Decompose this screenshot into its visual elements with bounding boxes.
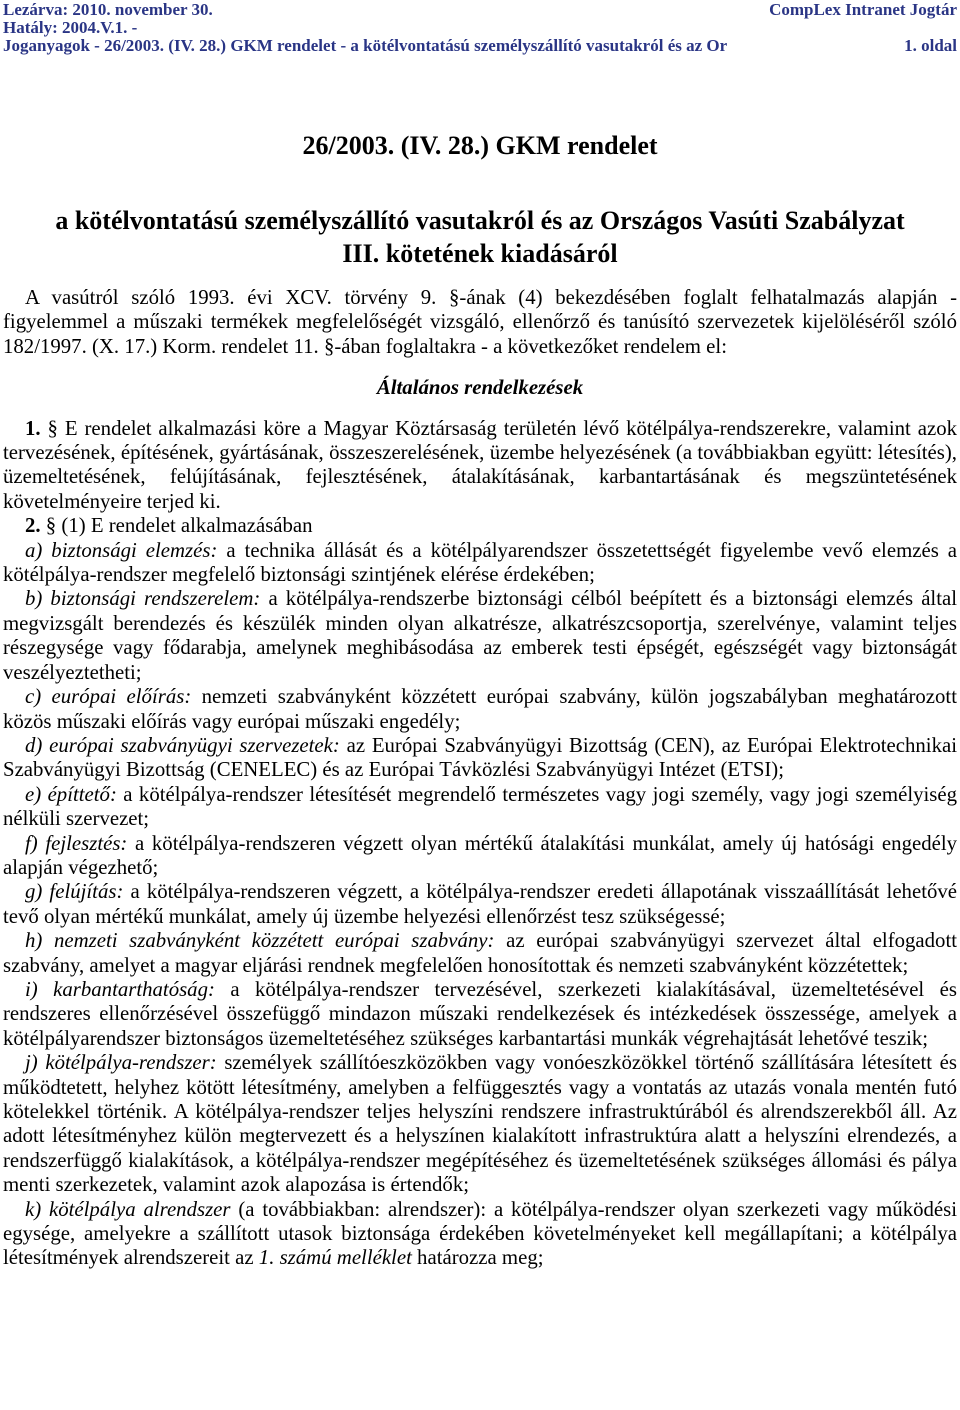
definition-term: h) nemzeti szabványként közzétett európai szabvány: (25, 929, 495, 953)
document-subject-line-1: a kötélvontatású személyszállító vasutakról és az Országos Vasúti Szabályzat (55, 206, 905, 235)
document-subject-line-2: III. kötetének kiadásáról (342, 239, 618, 268)
definition-text: az európai szabványügyi szervezet által elfogadott szabvány, amelyet a magyar eljárási rendnek megfelelően honosítottak és nemzeti szabványként közzétettek; (3, 929, 958, 977)
definition-text-end: határozza meg; (411, 1246, 544, 1270)
document-subject-title (0, 204, 960, 270)
preamble-paragraph: A vasútról szóló 1993. évi XCV. törvény 9. §-ának (4) bekezdésében foglalt felhatalmazás alapján - figyelemmel a műszaki termékek megfelelőségét vizsgáló, ellenőrző és tanúsító szervezetek kijelöléséről szóló 182/1997. (X. 17.) Korm. rendelet 11. §-ában foglaltakra - a következőket rendelem el: (3, 286, 957, 358)
section-2-text: § (1) E rendelet alkalmazásában (40, 514, 313, 538)
header-validity: Hatály: 2004.V.1. - (3, 18, 138, 37)
section-1-paragraph (3, 417, 957, 515)
definition-k (3, 1198, 957, 1271)
definition-text: (a továbbiakban: alrendszer): a kötélpálya-rendszer olyan szerkezeti vagy működési egysége, amelyekre a szállított utasok biztonsága érdekében követelményeket kell megállapítani; a kötélpálya létesítmények alrendszereit az (3, 1197, 958, 1270)
definition-term: b) biztonsági rendszerelem: (25, 587, 261, 611)
definition-d (3, 734, 957, 783)
header-line-2 (3, 18, 957, 38)
header-document-path: Joganyagok - 26/2003. (IV. 28.) GKM rendelet - a kötélvontatású személyszállító vasutakról és az Or (3, 36, 728, 55)
definition-term: a) biztonsági elemzés: (25, 538, 218, 562)
definition-g (3, 880, 957, 929)
definition-text: nemzeti szabványként közzétett európai szabvány, külön jogszabályban meghatározott közös műszaki előírás vagy európai műszaki engedély; (3, 685, 957, 733)
definition-e (3, 783, 957, 832)
document-body (3, 286, 957, 1271)
definition-b (3, 587, 957, 685)
section-title: Általános rendelkezések (376, 376, 584, 400)
definition-term: d) európai szabványügyi szervezetek: (25, 733, 340, 757)
section-2-paragraph (3, 514, 957, 538)
definition-term: c) európai előírás: (25, 685, 192, 709)
section-1-text: § E rendelet alkalmazási köre a Magyar Köztársaság területén lévő kötélpálya-rendszerekre, valamint azok tervezésének, építésének, gyártásának, összeszerelésének, üzembe helyezésének (a továbbiakban együtt: létesítés), üzemeltetésének, felújításának, fejlesztésének, átalakításának, karbantartásának és megszüntetésének követelményeire terjed ki. (3, 416, 957, 513)
annex-reference: 1. számú melléklet (258, 1246, 412, 1270)
header-line-3 (3, 36, 957, 56)
definition-c (3, 685, 957, 734)
definition-text: a technika állását és a kötélpályarendszer összetettségét figyelembe vevő elemzés a kötélpálya-rendszer megfelelő biztonsági szintjének elérése érdekében; (3, 538, 957, 587)
header-closed-date: Lezárva: 2010. november 30. (3, 0, 213, 19)
definition-text: a kötélpálya-rendszer létesítését megrendelő természetes vagy jogi személy, vagy jogi személyiség nélküli szervezet; (3, 782, 957, 831)
definition-text: a kötélpálya-rendszer tervezésével, szerkezeti kialakításával, üzemeltetésével és rendszeres ellenőrzésével összefüggő mindazon műszaki rendelkezések és intézkedések összessége, amelyek a kötélpályarendszer biztonságos üzemeltetéséhez szükséges karbantartási munkák végrehajtását lehetővé teszik; (3, 977, 957, 1050)
definition-text: a kötélpálya-rendszeren végzett olyan mértékű átalakítási munkálat, amely új hatósági engedély alapján végezhető; (3, 831, 958, 879)
header-publisher: CompLex Intranet Jogtár (769, 0, 957, 19)
definition-text: a kötélpálya-rendszerbe biztonsági célból beépített és a biztonsági elemzés által megvizsgált berendezés és készülék minden olyan alkatrésze, alkatrészcsoportja, szerelvénye, valamint teljes részegysége vagy fődarabja, amelynek meghibásodása az emberek testi épségét, egészségét vagy biztonságát veszélyeztetheti; (3, 587, 957, 684)
definition-term: e) építtető: (25, 782, 117, 806)
definition-h (3, 929, 957, 978)
definition-term: i) karbantarthatóság: (25, 977, 215, 1001)
definition-term: f) fejlesztés: (25, 831, 128, 855)
definition-term: k) kötélpálya alrendszer (25, 1197, 231, 1221)
definition-f (3, 832, 957, 881)
definition-term: g) felújítás: (25, 880, 124, 904)
definition-text: az Európai Szabványügyi Bizottság (CEN), az Európai Elektrotechnikai Szabványügyi Bizottság (CENELEC) és az Európai Távközlési Szabványügyi Intézet (ETSI); (3, 733, 957, 782)
definition-j (3, 1051, 957, 1197)
document-number-title: 26/2003. (IV. 28.) GKM rendelet (302, 131, 658, 160)
definition-i (3, 978, 957, 1051)
section-1-number: 1. (25, 416, 41, 440)
header-page-number: 1. oldal (904, 36, 957, 55)
definition-a (3, 539, 957, 588)
header-line-1 (3, 0, 957, 20)
definition-text: a kötélpálya-rendszeren végzett, a kötélpálya-rendszer eredeti állapotának visszaállítását lehetővé tevő olyan mértékű munkálat, amely új üzembe helyezési ellenőrzést tesz szükségessé; (3, 880, 957, 928)
definition-term: j) kötélpálya-rendszer: (25, 1051, 217, 1075)
section-2-number: 2. (25, 514, 41, 538)
definition-text: személyek szállítóeszközökben vagy vonóeszközökkel történő szállítására létesített és működtetett, helyhez kötött létesítmény, amelyben a felfüggesztés vagy a vontatás az utazás vonala mentén futó kötelekkel történik. A kötélpálya-rendszer teljes helyszíni rendszere infrastruktúrából és alrendszerekből áll. Az adott létesítményhez külön megtervezett és a helyszínen kialakított infrastruktúra alatt a helyszíni elrendezés, a rendszerfüggő kialakítások, a kötélpálya-rendszer megépítéséhez és üzemeltetésének szükséges állomási és pálya menti szerkezetek, valamint azok alapozása is értendők; (3, 1051, 958, 1197)
